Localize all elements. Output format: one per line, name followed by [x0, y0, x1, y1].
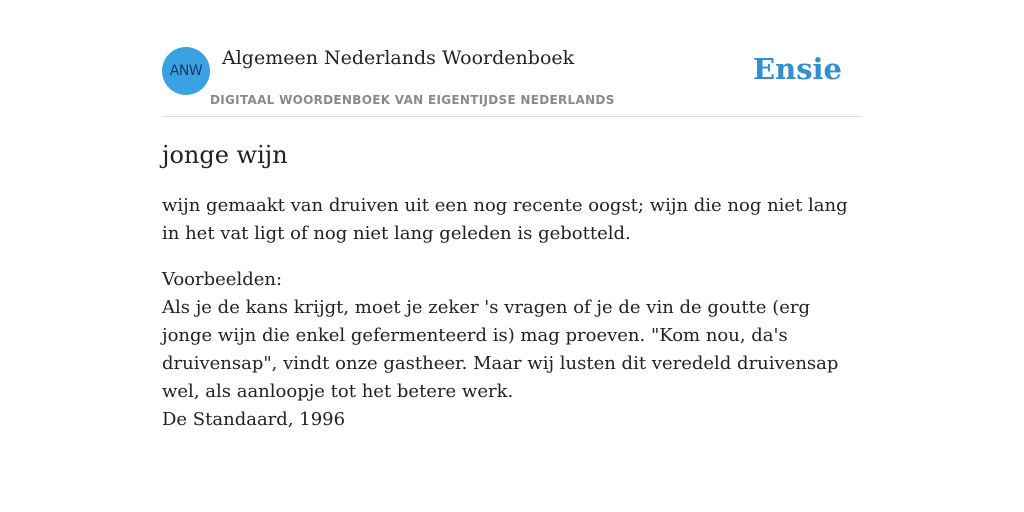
- examples-label: Voorbeelden:: [162, 269, 283, 290]
- entry-card: [162, 0, 862, 512]
- site-subtitle: DIGITAAL WOORDENBOEK VAN EIGENTIJDSE NEDERLANDS: [210, 93, 615, 107]
- example-text: Als je de kans krijgt, moet je zeker 's vragen of je de vin de goutte (erg jonge wijn die enkel gefermenteerd is) mag proeven. "Kom nou, da's druivensap", vindt onze gastheer. Maar wij lusten dit veredeld druivensap wel, als aanloopje tot het betere werk.: [162, 297, 839, 402]
- site-title[interactable]: Algemeen Nederlands Woordenboek: [222, 47, 575, 69]
- entry-headword: jonge wijn: [162, 141, 288, 169]
- logo-text: ANW: [169, 63, 203, 79]
- example-source: De Standaard, 1996: [162, 409, 346, 430]
- entry-definition: wijn gemaakt van druiven uit een nog recente oogst; wijn die nog niet lang in het vat ligt of nog niet lang geleden is gebotteld.: [162, 195, 848, 244]
- site-header: [162, 0, 862, 117]
- anw-logo[interactable]: [162, 47, 210, 95]
- entry-examples: [162, 266, 862, 434]
- ensie-brand-logo[interactable]: Ensie: [753, 52, 842, 86]
